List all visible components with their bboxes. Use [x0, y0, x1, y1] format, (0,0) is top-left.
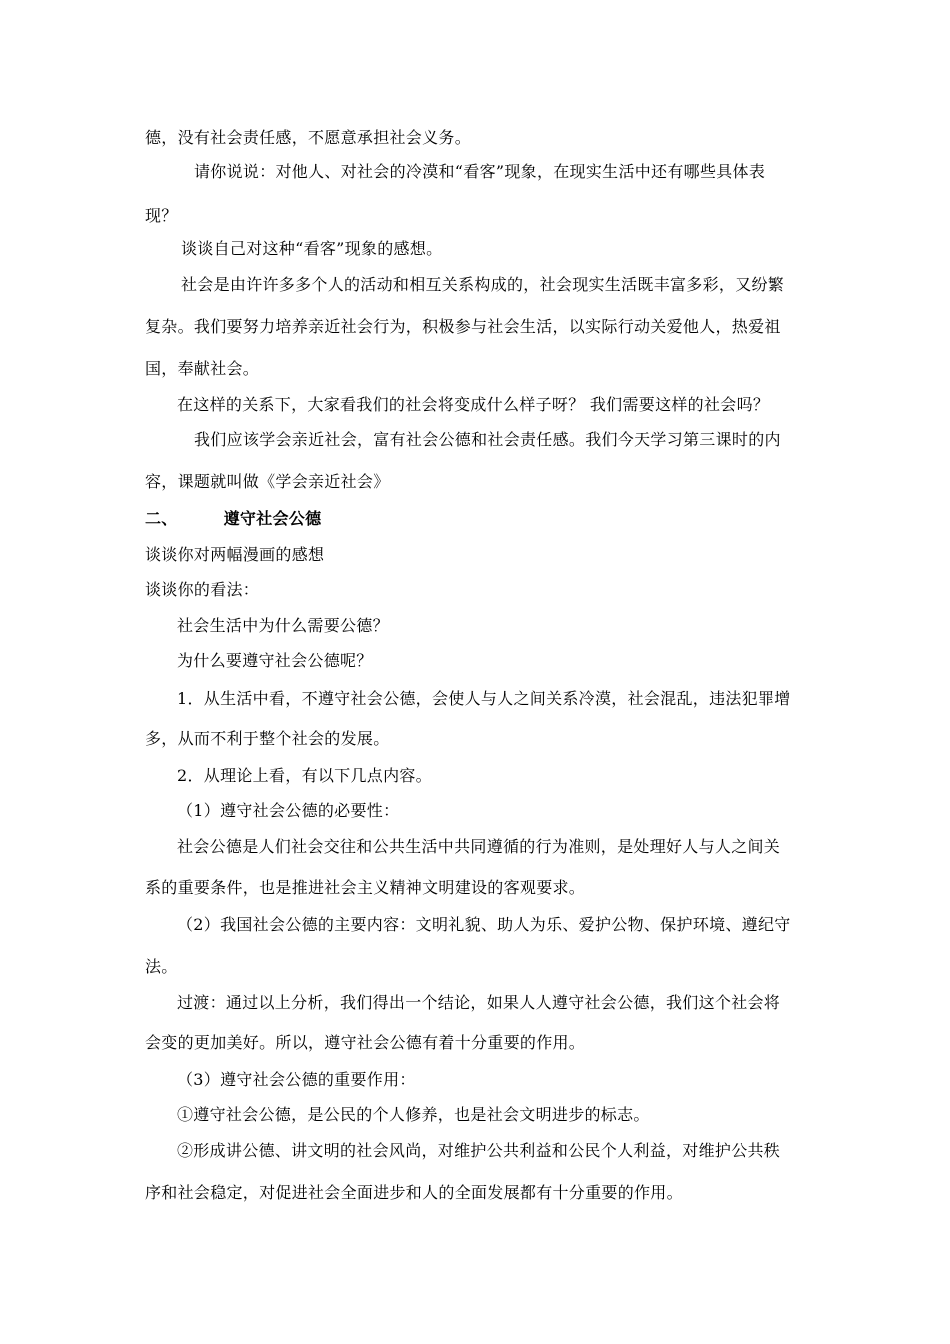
section-title: 遵守社会公德: [223, 509, 322, 528]
paragraph-line: 谈谈你对两幅漫画的感想: [145, 545, 325, 564]
paragraph-line: ②形成讲公德、讲文明的社会风尚，对维护公共利益和公民个人利益，对维护公共秩: [177, 1141, 781, 1160]
paragraph-line: 社会公德是人们社会交往和公共生活中共同遵循的行为准则，是处理好人与人之间关: [177, 837, 781, 856]
paragraph-line: （3）遵守社会公德的重要作用：: [177, 1070, 416, 1089]
paragraph-line: 德，没有社会责任感，不愿意承担社会义务。: [145, 128, 472, 147]
paragraph-line: 请你说说：对他人、对社会的冷漠和“看客”现象，在现实生活中还有哪些具体表: [194, 162, 766, 181]
paragraph-line: （1）遵守社会公德的必要性：: [177, 801, 400, 820]
paragraph-line: 2．从理论上看，有以下几点内容。: [177, 766, 432, 785]
paragraph-line: 在这样的关系下，大家看我们的社会将变成什么样子呀？ 我们需要这样的社会吗？: [177, 395, 770, 414]
paragraph-line: 复杂。我们要努力培养亲近社会行为，积极参与社会生活，以实际行动关爱他人，热爱祖: [145, 317, 781, 336]
paragraph-line: 会变的更加美好。所以，遵守社会公德有着十分重要的作用。: [145, 1033, 586, 1052]
paragraph-line: 过渡：通过以上分析，我们得出一个结论，如果人人遵守社会公德，我们这个社会将: [177, 993, 781, 1012]
paragraph-line: 国，奉献社会。: [145, 359, 260, 378]
paragraph-line: 容，课题就叫做《学会亲近社会》: [145, 472, 390, 491]
paragraph-line: 多，从而不利于整个社会的发展。: [145, 729, 390, 748]
paragraph-line: 我们应该学会亲近社会，富有社会公德和社会责任感。我们今天学习第三课时的内: [194, 430, 781, 449]
paragraph-line: 为什么要遵守社会公德呢？: [177, 651, 373, 670]
section-number: 二、: [145, 509, 178, 528]
section-heading: [145, 509, 321, 529]
paragraph-line: （2）我国社会公德的主要内容：文明礼貌、助人为乐、爱护公物、保护环境、遵纪守: [177, 915, 791, 934]
paragraph-line: 法。: [145, 957, 178, 976]
paragraph-line: 序和社会稳定，对促进社会全面进步和人的全面发展都有十分重要的作用。: [145, 1183, 683, 1202]
paragraph-line: 谈谈自己对这种“看客”现象的感想。: [181, 239, 443, 258]
paragraph-line: 社会是由许许多多个人的活动和相互关系构成的，社会现实生活既丰富多彩，又纷繁: [181, 275, 785, 294]
paragraph-line: 现？: [145, 206, 178, 225]
paragraph-line: 1．从生活中看，不遵守社会公德，会使人与人之间关系冷漠，社会混乱，违法犯罪增: [177, 689, 791, 708]
paragraph-line: 系的重要条件，也是推进社会主义精神文明建设的客观要求。: [145, 878, 586, 897]
paragraph-line: 谈谈你的看法：: [145, 580, 260, 599]
paragraph-line: 社会生活中为什么需要公德？: [177, 616, 389, 635]
paragraph-line: ①遵守社会公德，是公民的个人修养，也是社会文明进步的标志。: [177, 1105, 650, 1124]
